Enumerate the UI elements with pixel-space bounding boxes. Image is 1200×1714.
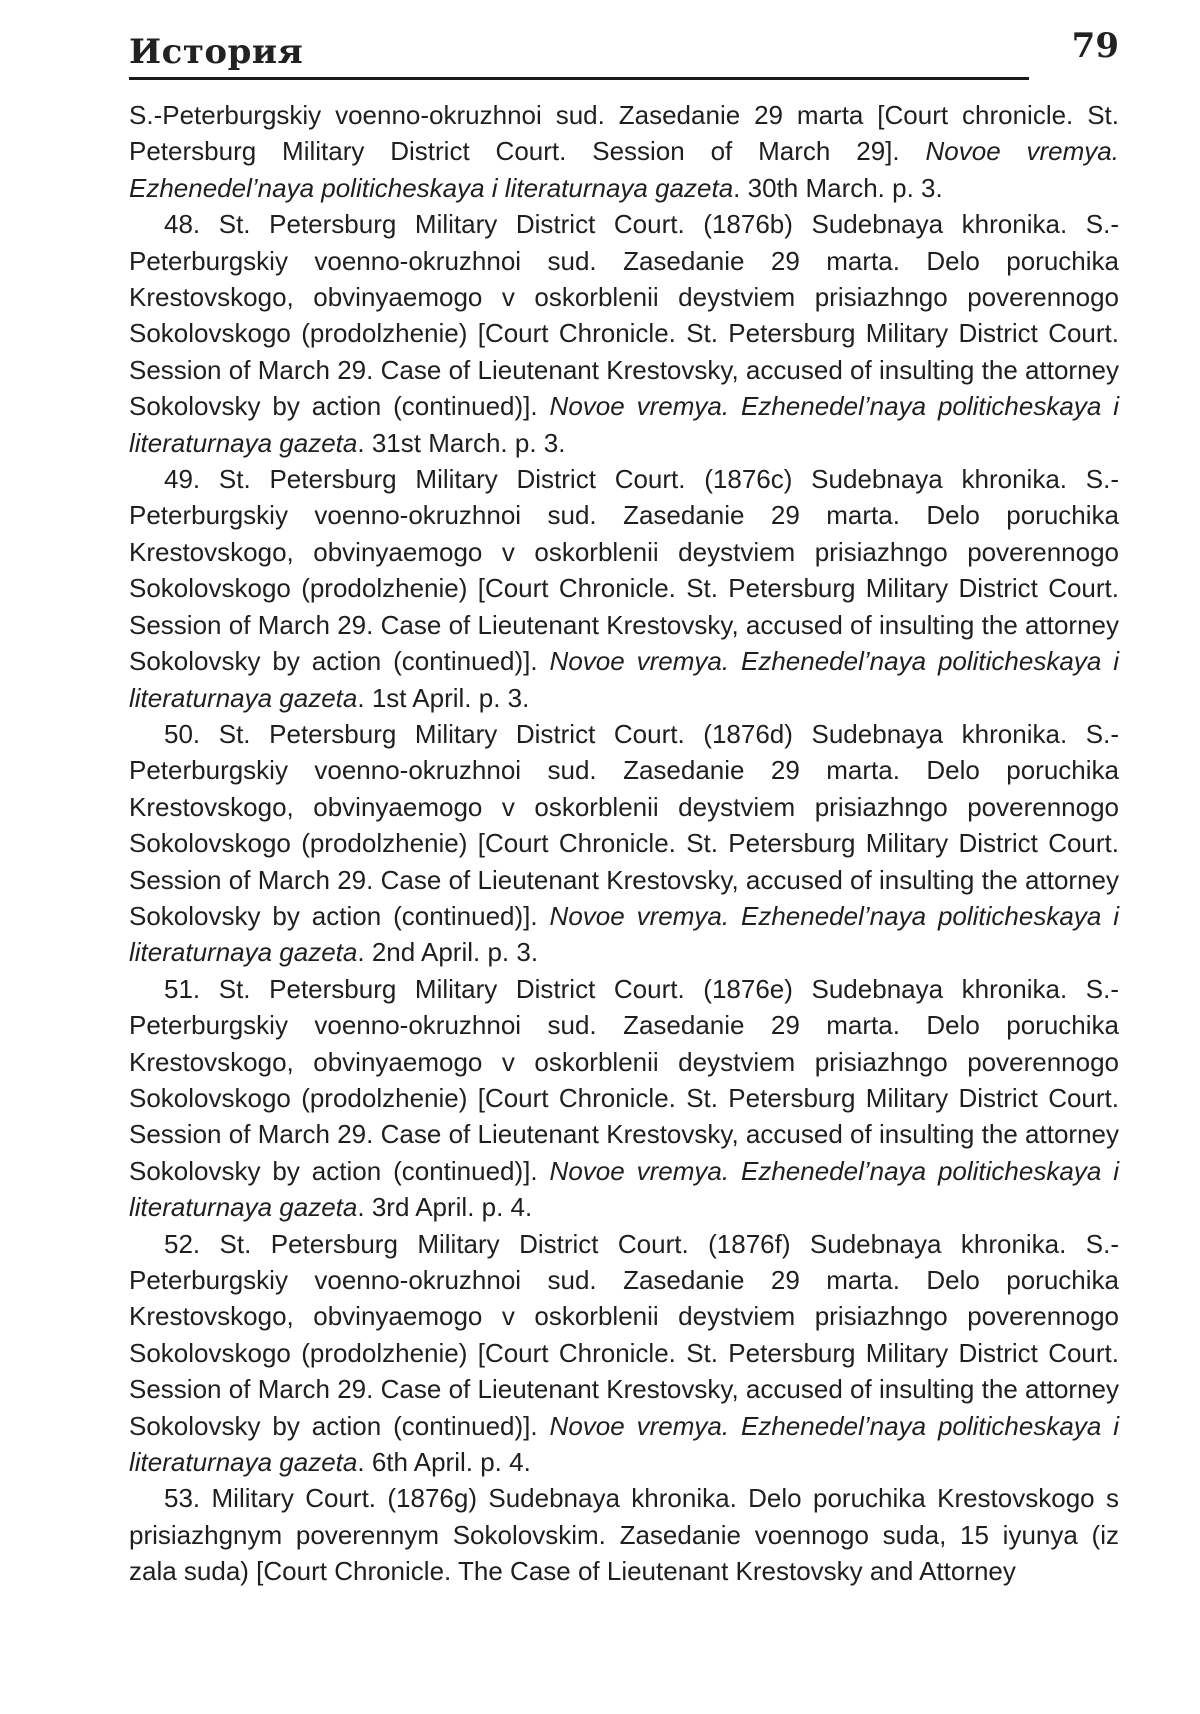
journal-title: Novoe vremya. Ezhenedel’naya politicheskaya i literaturnaya gazeta xyxy=(129,391,1119,458)
journal-title: Novoe vremya. Ezhenedel’naya politicheskaya i literaturnaya gazeta xyxy=(129,646,1119,713)
reference-text: 53. Military Court. (1876g) Sudebnaya khronika. Delo poruchika Krestovskogo s prisiazhgnym poverennym Sokolovskim. Zasedanie voennogo suda, 15 iyunya (iz zala suda) [Court Chronicle. The Case of Lieutenant Krestovsky and Attorney xyxy=(129,1483,1119,1587)
reference-date: . 31st March. p. 3. xyxy=(357,427,566,458)
reference-list xyxy=(129,97,1119,1590)
reference-date: . 2nd April. p. 3. xyxy=(357,937,539,968)
reference-text: S.-Peterburgskiy voenno-okruzhnoi sud. Zasedanie 29 marta [Court chronicle. St. Petersburg Military District Court. Session of March 29]. xyxy=(129,100,1119,167)
journal-title: Novoe vremya. Ezhenedel’naya politicheskaya i literaturnaya gazeta xyxy=(129,1410,1119,1478)
reference-text: 49. St. Petersburg Military District Court. (1876c) Sudebnaya khronika. S.-Peterburgskiy voenno-okruzhnoi sud. Zasedanie 29 marta. Delo poruchika Krestovskogo, obvinyaemogo v oskorblenii deystviem prisiazhngo poverennogo Sokolovskogo (prodolzhenie) [Court Chronicle. St. Petersburg Military District Court. Session of March 29. Case of Lieutenant Krestovsky, accused of insulting the attorney Sokolovsky by action (continued)]. xyxy=(129,464,1119,677)
reference-text: 48. St. Petersburg Military District Court. (1876b) Sudebnaya khronika. S.-Peterburgskiy voenno-okruzhnoi sud. Zasedanie 29 marta. Delo poruchika Krestovskogo, obvinyaemogo v oskorblenii deystviem prisiazhngo poverennogo Sokolovskogo (prodolzhenie) [Court Chronicle. St. Petersburg Military District Court. Session of March 29. Case of Lieutenant Krestovsky, accused of insulting the attorney Sokolovsky by action (continued)]. xyxy=(129,209,1119,422)
reference-item-51 xyxy=(129,971,1119,1226)
reference-item-49 xyxy=(129,461,1119,716)
reference-item-47-continued xyxy=(129,97,1119,206)
reference-date: . 1st April. p. 3. xyxy=(357,682,530,713)
reference-item-50 xyxy=(129,716,1119,971)
reference-date: . 6th April. p. 4. xyxy=(357,1447,531,1478)
reference-text: 50. St. Petersburg Military District Court. (1876d) Sudebnaya khronika. S.-Peterburgskiy voenno-okruzhnoi sud. Zasedanie 29 marta. Delo poruchika Krestovskogo, obvinyaemogo v oskorblenii deystviem prisiazhngo poverennogo Sokolovskogo (prodolzhenie) [Court Chronicle. St. Petersburg Military District Court. Session of March 29. Case of Lieutenant Krestovsky, accused of insulting the attorney Sokolovsky by action (continued)]. xyxy=(129,718,1119,931)
running-header xyxy=(129,26,1119,82)
reference-item-52 xyxy=(129,1226,1119,1481)
reference-item-48 xyxy=(129,206,1119,461)
reference-text: 52. St. Petersburg Military District Court. (1876f) Sudebnaya khronika. S.-Peterburgskiy voenno-okruzhnoi sud. Zasedanie 29 marta. Delo poruchika Krestovskogo, obvinyaemogo v oskorblenii deystviem prisiazhngo poverennogo Sokolovskogo (prodolzhenie) [Court Chronicle. St. Petersburg Military District Court. Session of March 29. Case of Lieutenant Krestovsky, accused of insulting the attorney Sokolovsky by action (continued)]. xyxy=(129,1228,1119,1441)
reference-item-53 xyxy=(129,1480,1119,1589)
header-rule xyxy=(129,77,1029,80)
reference-date: . 3rd April. p. 4. xyxy=(357,1192,533,1223)
journal-title: Novoe vremya. Ezhenedel’naya politicheskaya i literaturnaya gazeta xyxy=(129,900,1119,968)
page-number: 79 xyxy=(1071,26,1119,66)
journal-title: Novoe vremya. Ezhenedel’naya politicheskaya i literaturnaya gazeta xyxy=(129,136,1119,203)
reference-date: . 30th March. p. 3. xyxy=(733,172,943,203)
reference-text: 51. St. Petersburg Military District Court. (1876e) Sudebnaya khronika. S.-Peterburgskiy voenno-okruzhnoi sud. Zasedanie 29 marta. Delo poruchika Krestovskogo, obvinyaemogo v oskorblenii deystviem prisiazhngo poverennogo Sokolovskogo (prodolzhenie) [Court Chronicle. St. Petersburg Military District Court. Session of March 29. Case of Lieutenant Krestovsky, accused of insulting the attorney Sokolovsky by action (continued)]. xyxy=(129,973,1119,1186)
journal-title: Novoe vremya. Ezhenedel’naya politicheskaya i literaturnaya gazeta xyxy=(129,1155,1119,1223)
section-title: История xyxy=(129,32,304,72)
